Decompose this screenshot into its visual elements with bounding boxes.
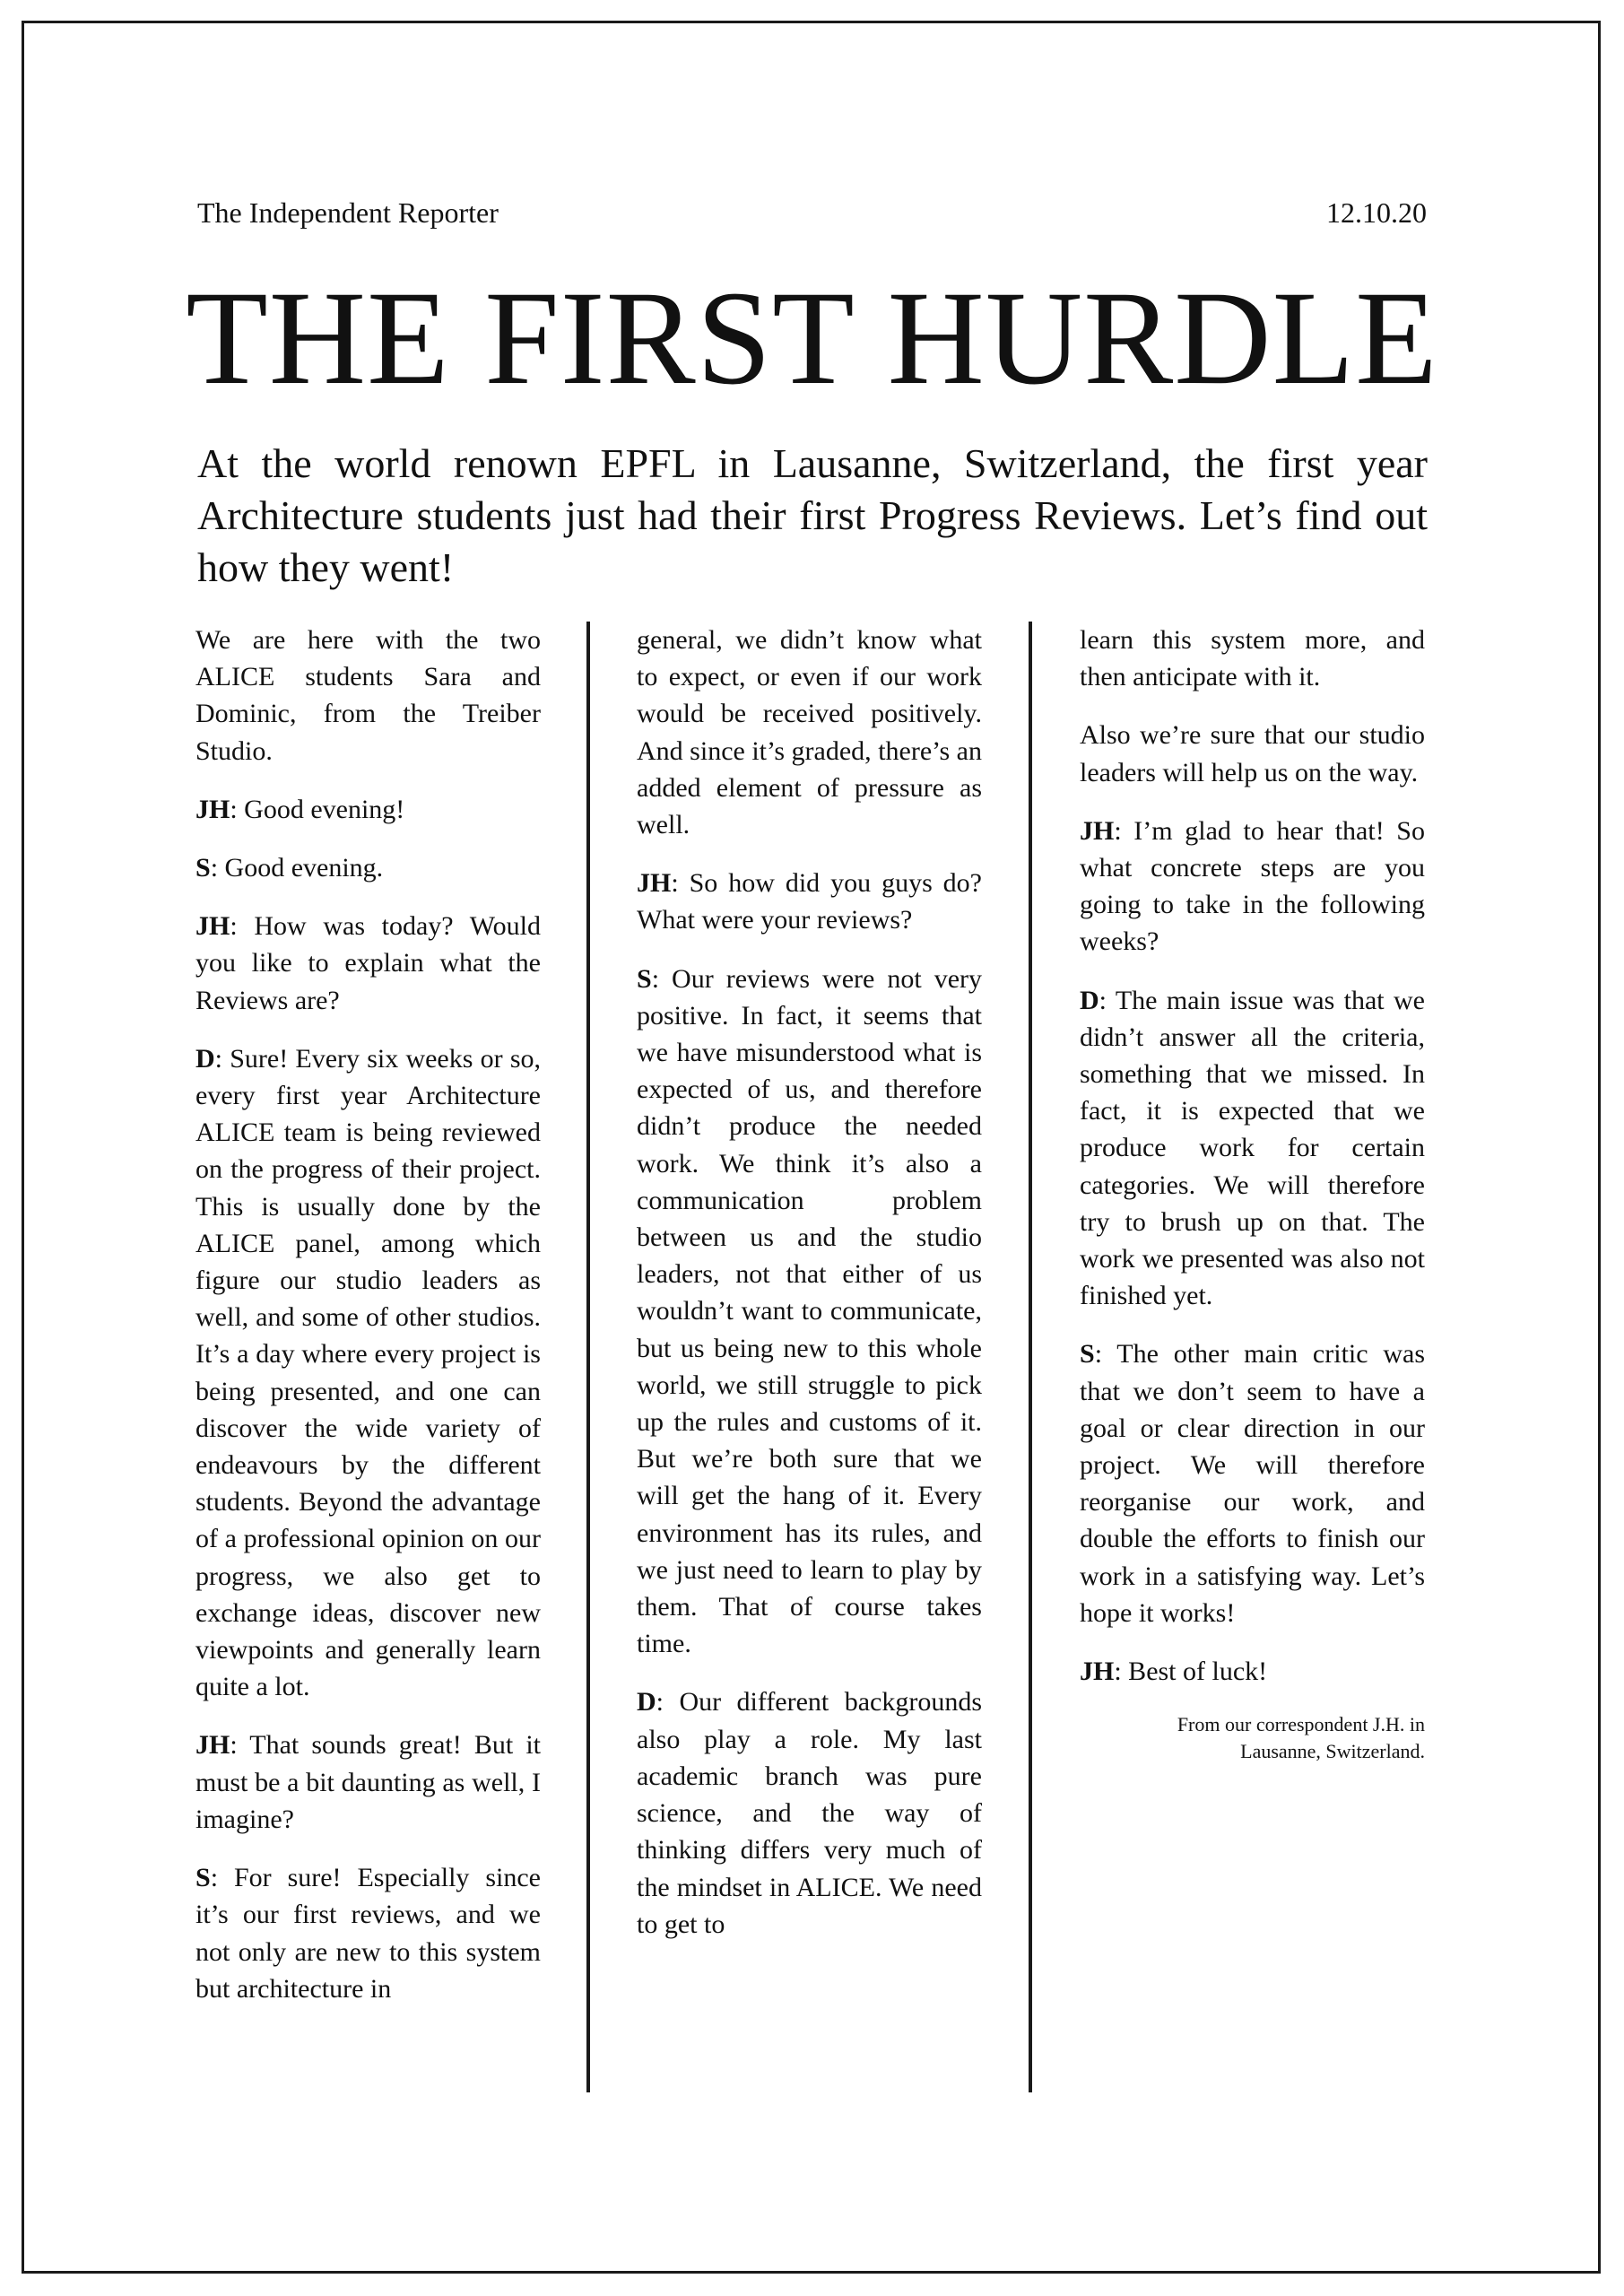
paragraph-text: : Sure! Every six weeks or so, every first year Architecture ALICE team is being reviewed on the progress of their project. This is usually done by the ALICE panel, among which figure our studio leaders as well, and some of other studios. It’s a day where every project is being presented, and one can discover the wide variety of endeavours by the different students. Beyond the advantage of a professional opinion on our progress, we also get to exchange ideas, discover new viewpoints and generally learn quite a lot. — [195, 1043, 541, 1702]
paragraph-text: learn this system more, and then anticipate with it. — [1080, 625, 1425, 692]
issue-date: 12.10.20 — [1326, 196, 1427, 229]
paragraph-text: : Our different backgrounds also play a role. My last academic branch was pure science, and the way of thinking differs very much of the mindset in ALICE. We need to get to — [637, 1687, 982, 1939]
article-paragraph — [195, 849, 541, 886]
article-column-1 — [195, 622, 541, 2029]
article-paragraph — [637, 622, 982, 843]
speaker-initials: S — [195, 853, 211, 883]
paragraph-text: : How was today? Would you like to explain what the Reviews are? — [195, 911, 541, 1015]
paragraph-text: : I’m glad to hear that! So what concrete steps are you going to take in the following weeks? — [1080, 815, 1425, 957]
speaker-initials: JH — [195, 794, 230, 824]
article-paragraph — [1080, 622, 1425, 695]
paragraph-text: : Our reviews were not very positive. In fact, it seems that we have misunderstood what is expected of us, and therefore didn’t produce the needed work. We think it’s also a communication problem between us and the studio leaders, not that either of us wouldn’t want to communicate, but us being new to this whole world, we still struggle to pick up the rules and customs of it. But we’re both sure that we will get the hang of it. Every environment has its rules, and we just need to learn to play by them. That of course takes time. — [637, 963, 982, 1659]
article-paragraph — [637, 865, 982, 938]
article-paragraph — [195, 908, 541, 1019]
speaker-initials: S — [195, 1863, 211, 1893]
article-paragraph — [195, 622, 541, 770]
article-paragraph — [195, 1726, 541, 1838]
speaker-initials: JH — [637, 868, 672, 899]
article-column-3 — [1080, 622, 1425, 1765]
paragraph-text: : Best of luck! — [1114, 1657, 1268, 1687]
speaker-initials: D — [195, 1043, 215, 1074]
speaker-initials: JH — [195, 1730, 230, 1761]
paragraph-text: Also we’re sure that our studio leaders will help us on the way. — [1080, 720, 1425, 787]
article-paragraph — [195, 791, 541, 828]
article-paragraph — [637, 1683, 982, 1942]
speaker-initials: S — [1080, 1339, 1095, 1370]
article-column-2 — [637, 622, 982, 1964]
paragraph-text: : The main issue was that we didn’t answer all the criteria, something that we missed. In fact, it is expected that we produce work for certain categories. We will therefore try to brush up on that. The work we presented was also not finished yet. — [1080, 985, 1425, 1311]
lede-paragraph: At the world renown EPFL in Lausanne, Switzerland, the first year Architecture students just had their first Progress Reviews. Let’s find out how they went! — [197, 440, 1428, 590]
speaker-initials: D — [1080, 985, 1099, 1015]
article-paragraph — [637, 961, 982, 1663]
paragraph-text: We are here with the two ALICE students Sara and Dominic, from the Treiber Studio. — [195, 625, 541, 766]
article-paragraph — [195, 1040, 541, 1706]
column-divider-1 — [586, 622, 590, 2092]
paragraph-text: : For sure! Especially since it’s our first reviews, and we not only are new to this system but architecture in — [195, 1863, 541, 2004]
speaker-initials: JH — [1080, 1657, 1115, 1687]
paragraph-text: : Good evening! — [230, 794, 405, 824]
publication-name: The Independent Reporter — [197, 196, 499, 229]
article-paragraph — [1080, 1335, 1425, 1631]
column-divider-2 — [1029, 622, 1032, 2092]
headline: THE FIRST HURDLE — [186, 264, 1438, 413]
credit-line: Lausanne, Switzerland. — [1240, 1740, 1425, 1763]
paragraph-text: : The other main critic was that we don’t seem to have a goal or clear direction in our project. We will therefore reorganise our work, and double the efforts to finish our work in a satisfying way. Let’s hope it works! — [1080, 1339, 1425, 1628]
speaker-initials: JH — [195, 911, 230, 942]
paragraph-text: : Good evening. — [210, 853, 384, 883]
speaker-initials: S — [637, 963, 652, 994]
speaker-initials: JH — [1080, 815, 1115, 846]
article-paragraph — [1080, 982, 1425, 1315]
article-paragraph — [1080, 717, 1425, 790]
paragraph-text: general, we didn’t know what to expect, or even if our work would be received positively. And since it’s graded, there’s an added element of pressure as well. — [637, 625, 982, 840]
credit-line: From our correspondent J.H. in — [1177, 1713, 1425, 1736]
article-paragraph — [195, 1859, 541, 2007]
paragraph-text: : That sounds great! But it must be a bit daunting as well, I imagine? — [195, 1730, 541, 1834]
speaker-initials: D — [637, 1687, 656, 1718]
article-paragraph — [1080, 813, 1425, 961]
correspondent-credit — [1080, 1711, 1425, 1765]
article-paragraph — [1080, 1653, 1425, 1690]
paragraph-text: : So how did you guys do? What were your reviews? — [637, 868, 982, 935]
